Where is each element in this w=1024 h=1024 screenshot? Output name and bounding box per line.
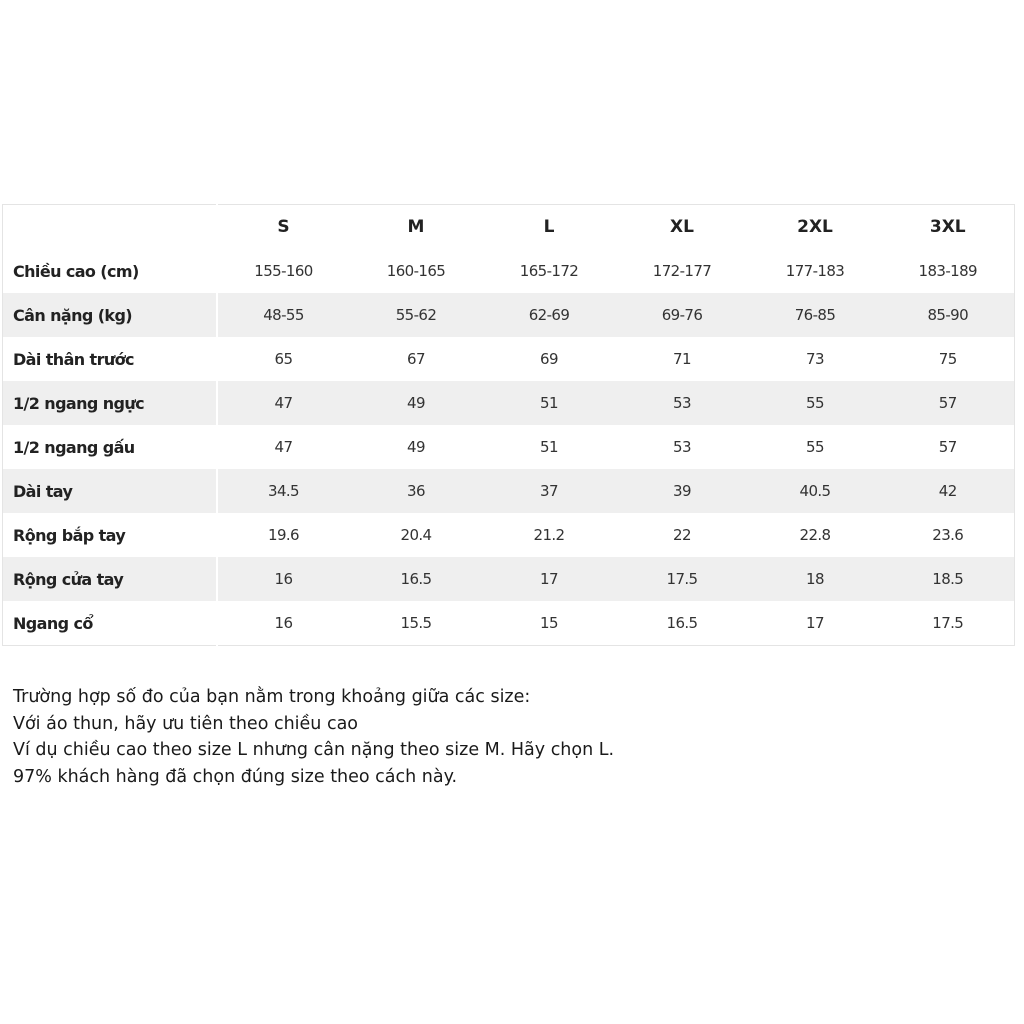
- table-cell: 40.5: [749, 469, 882, 513]
- table-cell: 37: [483, 469, 616, 513]
- size-guide-notes: [13, 684, 1003, 790]
- table-cell: 55-62: [350, 293, 483, 337]
- table-cell: 22: [616, 513, 749, 557]
- table-cell: 55: [749, 381, 882, 425]
- size-header-l: L: [483, 205, 616, 250]
- table-cell: 53: [616, 425, 749, 469]
- table-cell: 48-55: [217, 293, 350, 337]
- note-line: 97% khách hàng đã chọn đúng size theo cách này.: [13, 766, 458, 787]
- note-line: Trường hợp số đo của bạn nằm trong khoảng giữa các size:: [13, 687, 531, 707]
- row-label: 1/2 ngang ngực: [3, 381, 217, 425]
- size-header-3xl: 3XL: [882, 205, 1015, 250]
- row-label: 1/2 ngang gấu: [3, 425, 217, 469]
- table-cell: 42: [882, 469, 1015, 513]
- table-cell: 23.6: [882, 513, 1015, 557]
- table-cell: 55: [749, 425, 882, 469]
- table-cell: 18.5: [882, 557, 1015, 601]
- table-cell: 177-183: [749, 249, 882, 293]
- size-header-row: [3, 205, 1015, 250]
- table-cell: 76-85: [749, 293, 882, 337]
- table-row: [3, 469, 1015, 513]
- table-cell: 85-90: [882, 293, 1015, 337]
- table-cell: 57: [882, 381, 1015, 425]
- table-cell: 17: [483, 557, 616, 601]
- table-cell: 18: [749, 557, 882, 601]
- table-cell: 69-76: [616, 293, 749, 337]
- row-label: Ngang cổ: [3, 601, 217, 646]
- table-cell: 15: [483, 601, 616, 646]
- table-cell: 65: [217, 337, 350, 381]
- row-label: Chiều cao (cm): [3, 249, 217, 293]
- note-line: Ví dụ chiều cao theo size L nhưng cân nặng theo size M. Hãy chọn L.: [13, 740, 615, 760]
- table-cell: 69: [483, 337, 616, 381]
- table-cell: 49: [350, 425, 483, 469]
- row-label: Rộng cửa tay: [3, 557, 217, 601]
- row-label: Cân nặng (kg): [3, 293, 217, 337]
- table-cell: 20.4: [350, 513, 483, 557]
- table-row: [3, 337, 1015, 381]
- table-cell: 21.2: [483, 513, 616, 557]
- table-cell: 53: [616, 381, 749, 425]
- table-row: [3, 513, 1015, 557]
- table-cell: 17.5: [616, 557, 749, 601]
- table-cell: 19.6: [217, 513, 350, 557]
- table-cell: 183-189: [882, 249, 1015, 293]
- size-header-2xl: 2XL: [749, 205, 882, 250]
- table-row: [3, 425, 1015, 469]
- table-row: [3, 293, 1015, 337]
- table-cell: 160-165: [350, 249, 483, 293]
- table-cell: 62-69: [483, 293, 616, 337]
- table-cell: 16.5: [350, 557, 483, 601]
- table-cell: 165-172: [483, 249, 616, 293]
- row-label: Rộng bắp tay: [3, 513, 217, 557]
- table-cell: 51: [483, 425, 616, 469]
- table-row: [3, 249, 1015, 293]
- size-header-m: M: [350, 205, 483, 250]
- row-label: Dài tay: [3, 469, 217, 513]
- table-cell: 49: [350, 381, 483, 425]
- size-chart-table: [2, 204, 1015, 646]
- note-line: Với áo thun, hãy ưu tiên theo chiều cao: [13, 713, 359, 734]
- row-label: Dài thân trước: [3, 337, 217, 381]
- table-cell: 57: [882, 425, 1015, 469]
- table-cell: 16.5: [616, 601, 749, 646]
- table-cell: 22.8: [749, 513, 882, 557]
- table-cell: 39: [616, 469, 749, 513]
- table-cell: 71: [616, 337, 749, 381]
- table-cell: 15.5: [350, 601, 483, 646]
- table-cell: 75: [882, 337, 1015, 381]
- table-cell: 36: [350, 469, 483, 513]
- table-row: [3, 381, 1015, 425]
- table-cell: 172-177: [616, 249, 749, 293]
- table-row: [3, 601, 1015, 646]
- table-row: [3, 557, 1015, 601]
- table-cell: 155-160: [217, 249, 350, 293]
- table-cell: 51: [483, 381, 616, 425]
- size-header-xl: XL: [616, 205, 749, 250]
- table-cell: 47: [217, 381, 350, 425]
- size-header-s: S: [217, 205, 350, 250]
- table-cell: 16: [217, 557, 350, 601]
- table-cell: 17.5: [882, 601, 1015, 646]
- table-cell: 47: [217, 425, 350, 469]
- corner-cell: [3, 205, 217, 250]
- table-cell: 73: [749, 337, 882, 381]
- table-cell: 17: [749, 601, 882, 646]
- table-cell: 16: [217, 601, 350, 646]
- table-cell: 67: [350, 337, 483, 381]
- table-cell: 34.5: [217, 469, 350, 513]
